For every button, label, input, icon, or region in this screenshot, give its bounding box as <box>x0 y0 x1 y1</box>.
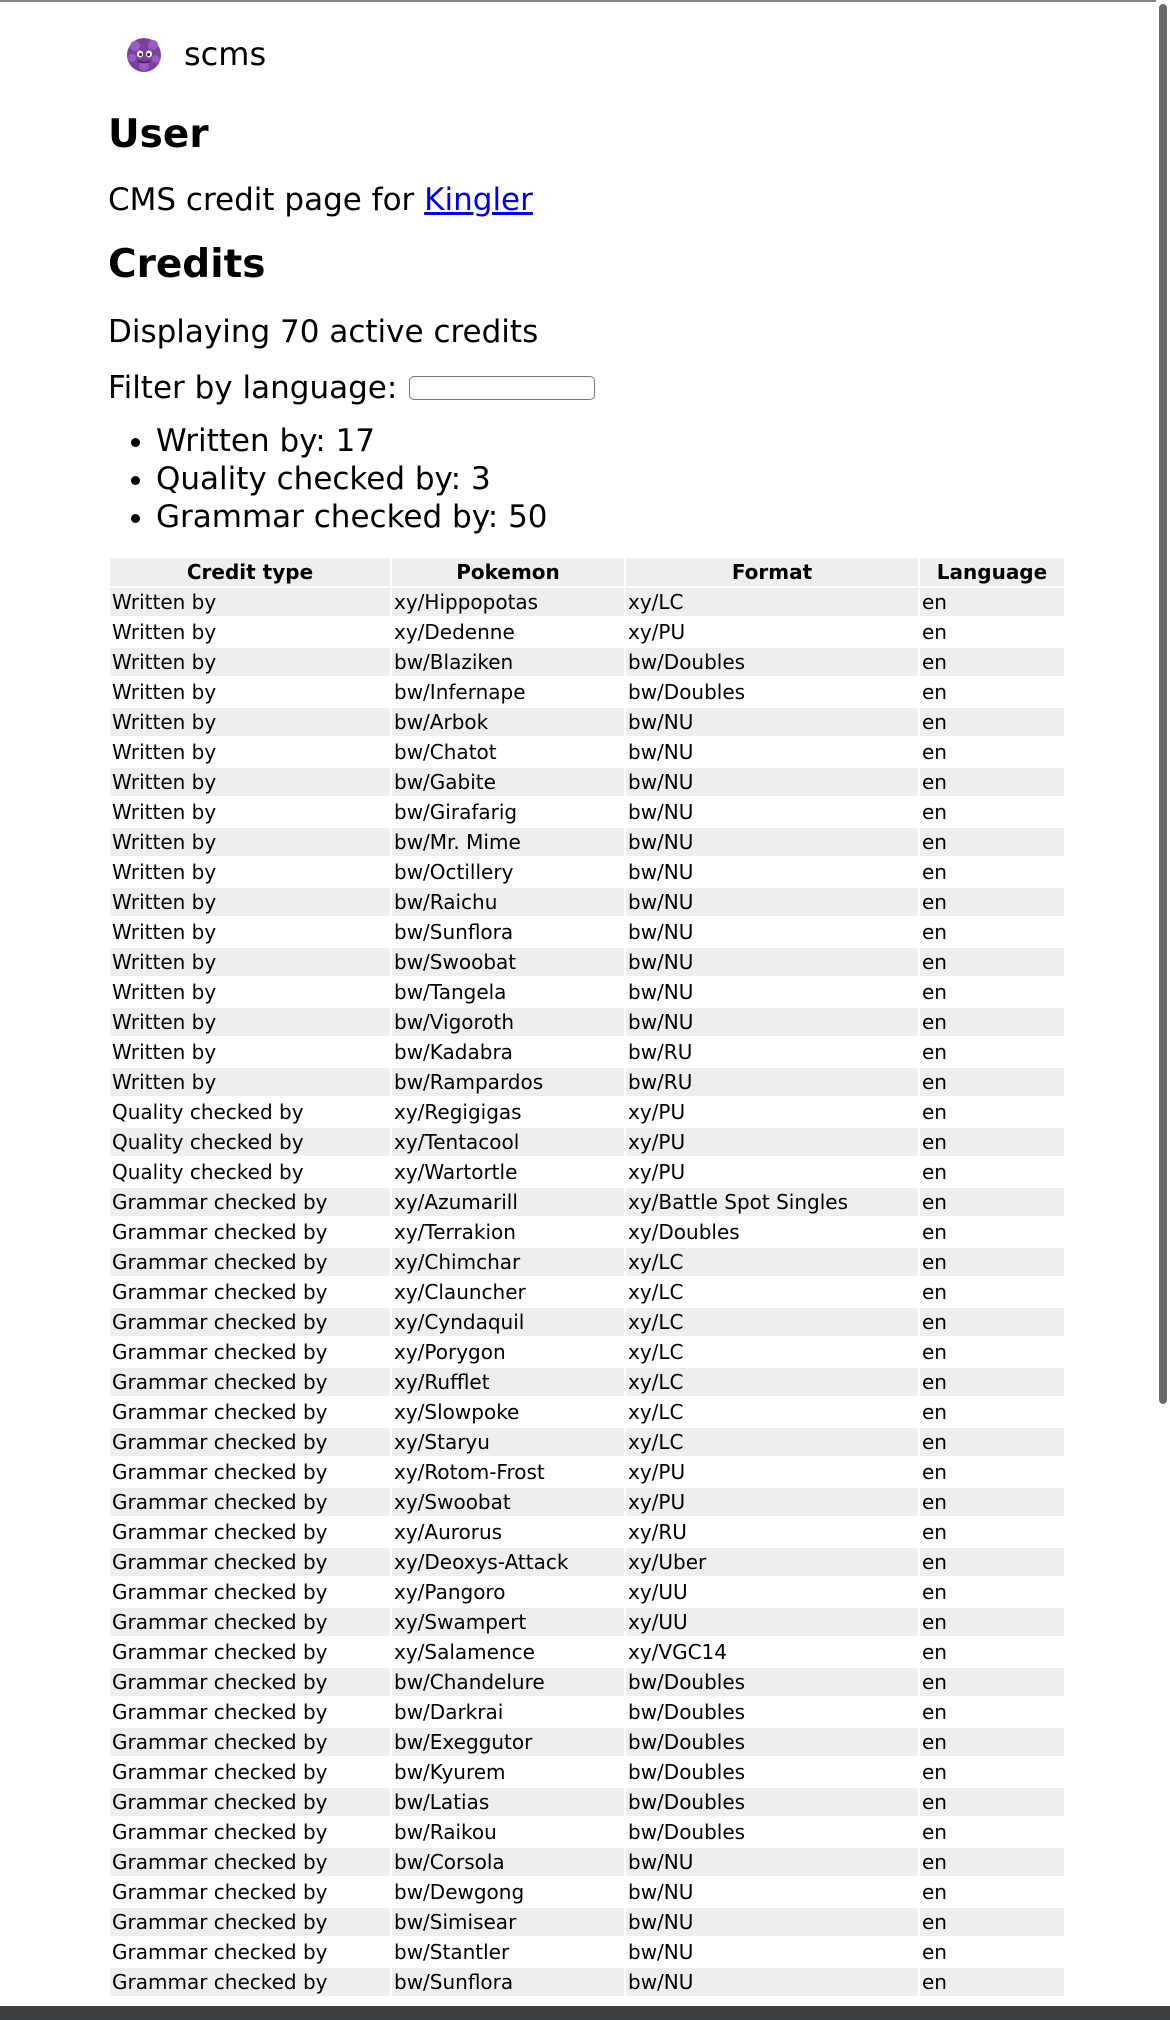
site-name[interactable]: scms <box>184 35 267 73</box>
cell-language: en <box>920 1458 1064 1486</box>
cell-format: bw/NU <box>626 1938 918 1966</box>
table-row <box>110 918 1064 946</box>
credits-heading: Credits <box>108 242 266 287</box>
cell-pokemon: xy/Wartortle <box>392 1158 624 1186</box>
language-filter-label: Filter by language: <box>108 370 398 406</box>
cell-credit-type: Written by <box>110 618 390 646</box>
cell-language: en <box>920 1128 1064 1156</box>
cell-pokemon: bw/Gabite <box>392 768 624 796</box>
cell-format: xy/LC <box>626 588 918 616</box>
table-row <box>110 798 1064 826</box>
cell-credit-type: Written by <box>110 1038 390 1066</box>
cell-credit-type: Written by <box>110 708 390 736</box>
cell-language: en <box>920 1878 1064 1906</box>
table-row <box>110 978 1064 1006</box>
cell-credit-type: Grammar checked by <box>110 1278 390 1306</box>
cell-format: bw/NU <box>626 1968 918 1996</box>
credit-page-intro <box>108 178 1068 222</box>
table-row <box>110 1308 1064 1336</box>
cell-language: en <box>920 708 1064 736</box>
table-row <box>110 1968 1064 1996</box>
cell-pokemon: xy/Regigigas <box>392 1098 624 1126</box>
cell-pokemon: xy/Terrakion <box>392 1218 624 1246</box>
cell-pokemon: bw/Arbok <box>392 708 624 736</box>
cell-pokemon: xy/Rotom-Frost <box>392 1458 624 1486</box>
table-row <box>110 1368 1064 1396</box>
cell-credit-type: Grammar checked by <box>110 1458 390 1486</box>
table-row <box>110 1338 1064 1366</box>
credits-table <box>108 556 1066 1998</box>
cell-pokemon: xy/Pangoro <box>392 1578 624 1606</box>
table-row <box>110 1248 1064 1276</box>
cell-credit-type: Written by <box>110 888 390 916</box>
main-content <box>108 110 1068 1998</box>
cell-credit-type: Written by <box>110 738 390 766</box>
cell-credit-type: Grammar checked by <box>110 1848 390 1876</box>
table-header-row <box>110 558 1064 586</box>
cell-credit-type: Written by <box>110 918 390 946</box>
cell-language: en <box>920 1218 1064 1246</box>
cell-language: en <box>920 1548 1064 1576</box>
cell-language: en <box>920 1728 1064 1756</box>
table-row <box>110 1548 1064 1576</box>
cell-pokemon: bw/Dewgong <box>392 1878 624 1906</box>
cell-language: en <box>920 1518 1064 1546</box>
cell-format: xy/UU <box>626 1578 918 1606</box>
cell-format: bw/Doubles <box>626 1728 918 1756</box>
cell-pokemon: bw/Vigoroth <box>392 1008 624 1036</box>
cell-format: bw/Doubles <box>626 1818 918 1846</box>
cell-credit-type: Grammar checked by <box>110 1578 390 1606</box>
table-row <box>110 1068 1064 1096</box>
cell-format: xy/Uber <box>626 1548 918 1576</box>
table-row <box>110 1818 1064 1846</box>
column-header-pokemon: Pokemon <box>392 558 624 586</box>
cell-credit-type: Grammar checked by <box>110 1938 390 1966</box>
cell-format: xy/LC <box>626 1308 918 1336</box>
cell-format: xy/PU <box>626 618 918 646</box>
count-grammar-checked: • Grammar checked by: 50 <box>156 498 1068 536</box>
table-row <box>110 1878 1064 1906</box>
table-row <box>110 618 1064 646</box>
cell-credit-type: Grammar checked by <box>110 1968 390 1996</box>
cell-credit-type: Grammar checked by <box>110 1368 390 1396</box>
cell-language: en <box>920 1908 1064 1936</box>
cell-format: xy/LC <box>626 1398 918 1426</box>
table-row <box>110 1608 1064 1636</box>
cell-credit-type: Written by <box>110 648 390 676</box>
cell-pokemon: bw/Sunflora <box>392 918 624 946</box>
cell-format: bw/Doubles <box>626 1668 918 1696</box>
scrollbar-thumb[interactable] <box>1159 4 1167 1404</box>
cell-pokemon: bw/Raichu <box>392 888 624 916</box>
cell-language: en <box>920 1248 1064 1276</box>
cell-credit-type: Grammar checked by <box>110 1308 390 1336</box>
cell-credit-type: Grammar checked by <box>110 1908 390 1936</box>
cell-language: en <box>920 1578 1064 1606</box>
cell-credit-type: Quality checked by <box>110 1128 390 1156</box>
cell-format: bw/NU <box>626 768 918 796</box>
cell-pokemon: xy/Swampert <box>392 1608 624 1636</box>
table-row <box>110 708 1064 736</box>
cell-pokemon: bw/Raikou <box>392 1818 624 1846</box>
cell-language: en <box>920 798 1064 826</box>
cell-pokemon: xy/Dedenne <box>392 618 624 646</box>
cell-format: bw/NU <box>626 888 918 916</box>
cell-language: en <box>920 1188 1064 1216</box>
cell-format: bw/NU <box>626 828 918 856</box>
cell-language: en <box>920 1788 1064 1816</box>
cell-credit-type: Grammar checked by <box>110 1638 390 1666</box>
cell-pokemon: xy/Cyndaquil <box>392 1308 624 1336</box>
table-row <box>110 1098 1064 1126</box>
cell-language: en <box>920 918 1064 946</box>
cell-format: xy/PU <box>626 1098 918 1126</box>
cell-format: bw/Doubles <box>626 648 918 676</box>
cell-credit-type: Grammar checked by <box>110 1668 390 1696</box>
cell-language: en <box>920 1968 1064 1996</box>
table-row <box>110 1128 1064 1156</box>
cell-pokemon: bw/Chandelure <box>392 1668 624 1696</box>
cell-language: en <box>920 1848 1064 1876</box>
table-row <box>110 1638 1064 1666</box>
cell-pokemon: xy/Aurorus <box>392 1518 624 1546</box>
cell-pokemon: xy/Azumarill <box>392 1188 624 1216</box>
cell-language: en <box>920 1338 1064 1366</box>
cell-pokemon: xy/Tentacool <box>392 1128 624 1156</box>
cell-language: en <box>920 1308 1064 1336</box>
cell-language: en <box>920 1758 1064 1786</box>
table-row <box>110 1158 1064 1186</box>
cell-pokemon: bw/Kadabra <box>392 1038 624 1066</box>
cell-language: en <box>920 1938 1064 1966</box>
cell-format: xy/LC <box>626 1338 918 1366</box>
table-row <box>110 948 1064 976</box>
cell-format: bw/NU <box>626 978 918 1006</box>
cell-credit-type: Grammar checked by <box>110 1488 390 1516</box>
cell-language: en <box>920 1398 1064 1426</box>
column-header-language: Language <box>920 558 1064 586</box>
language-filter <box>108 366 1068 410</box>
cell-credit-type: Written by <box>110 1008 390 1036</box>
table-row <box>110 1788 1064 1816</box>
cell-language: en <box>920 1608 1064 1636</box>
table-row <box>110 1668 1064 1696</box>
cell-format: xy/UU <box>626 1608 918 1636</box>
cell-format: bw/Doubles <box>626 1698 918 1726</box>
cell-credit-type: Grammar checked by <box>110 1338 390 1366</box>
cell-credit-type: Quality checked by <box>110 1098 390 1126</box>
cell-format: bw/NU <box>626 1008 918 1036</box>
cell-credit-type: Grammar checked by <box>110 1608 390 1636</box>
cell-format: xy/PU <box>626 1128 918 1156</box>
cell-language: en <box>920 588 1064 616</box>
cell-format: xy/LC <box>626 1278 918 1306</box>
cell-format: xy/PU <box>626 1488 918 1516</box>
table-row <box>110 738 1064 766</box>
cell-language: en <box>920 1008 1064 1036</box>
cell-language: en <box>920 648 1064 676</box>
cell-format: bw/Doubles <box>626 1788 918 1816</box>
cell-credit-type: Grammar checked by <box>110 1248 390 1276</box>
cell-format: xy/Doubles <box>626 1218 918 1246</box>
cell-credit-type: Written by <box>110 948 390 976</box>
cell-language: en <box>920 888 1064 916</box>
cell-credit-type: Written by <box>110 978 390 1006</box>
user-profile-link[interactable]: Kingler <box>424 182 533 218</box>
cell-pokemon: xy/Staryu <box>392 1428 624 1456</box>
cell-language: en <box>920 978 1064 1006</box>
cell-credit-type: Grammar checked by <box>110 1398 390 1426</box>
cell-format: xy/Battle Spot Singles <box>626 1188 918 1216</box>
table-row <box>110 768 1064 796</box>
cell-format: xy/LC <box>626 1368 918 1396</box>
table-row <box>110 828 1064 856</box>
table-row <box>110 1908 1064 1936</box>
cell-credit-type: Grammar checked by <box>110 1518 390 1546</box>
cell-pokemon: bw/Latias <box>392 1788 624 1816</box>
cell-format: bw/NU <box>626 738 918 766</box>
cell-language: en <box>920 1818 1064 1846</box>
cell-pokemon: bw/Kyurem <box>392 1758 624 1786</box>
credits-table-body <box>110 588 1064 1996</box>
table-row <box>110 1728 1064 1756</box>
table-row <box>110 1188 1064 1216</box>
cell-credit-type: Written by <box>110 1068 390 1096</box>
table-row <box>110 1848 1064 1876</box>
column-header-credit-type: Credit type <box>110 558 390 586</box>
cell-language: en <box>920 948 1064 976</box>
cell-pokemon: xy/Chimchar <box>392 1248 624 1276</box>
cell-credit-type: Grammar checked by <box>110 1698 390 1726</box>
cell-language: en <box>920 768 1064 796</box>
table-row <box>110 588 1064 616</box>
cell-credit-type: Grammar checked by <box>110 1728 390 1756</box>
cell-language: en <box>920 1278 1064 1306</box>
language-filter-input[interactable] <box>409 376 595 400</box>
cell-language: en <box>920 1698 1064 1726</box>
table-row <box>110 888 1064 916</box>
cell-language: en <box>920 1668 1064 1696</box>
cell-language: en <box>920 1428 1064 1456</box>
vertical-scrollbar[interactable] <box>1156 0 1170 2020</box>
cell-credit-type: Written by <box>110 828 390 856</box>
cell-pokemon: bw/Darkrai <box>392 1698 624 1726</box>
table-row <box>110 1398 1064 1426</box>
table-row <box>110 1488 1064 1516</box>
cell-pokemon: bw/Chatot <box>392 738 624 766</box>
cell-pokemon: bw/Mr. Mime <box>392 828 624 856</box>
window-top-border <box>0 0 1170 2</box>
cell-pokemon: bw/Corsola <box>392 1848 624 1876</box>
cell-language: en <box>920 618 1064 646</box>
site-header <box>124 34 266 74</box>
cell-pokemon: bw/Girafarig <box>392 798 624 826</box>
table-row <box>110 1698 1064 1726</box>
cell-language: en <box>920 1368 1064 1396</box>
table-row <box>110 1278 1064 1306</box>
cell-format: xy/RU <box>626 1518 918 1546</box>
credit-counts-list <box>108 422 1068 536</box>
cell-credit-type: Written by <box>110 798 390 826</box>
cell-format: bw/Doubles <box>626 678 918 706</box>
count-quality-checked: • Quality checked by: 3 <box>156 460 1068 498</box>
table-row <box>110 1218 1064 1246</box>
cell-pokemon: bw/Infernape <box>392 678 624 706</box>
cell-pokemon: xy/Clauncher <box>392 1278 624 1306</box>
table-row <box>110 1578 1064 1606</box>
cell-pokemon: bw/Swoobat <box>392 948 624 976</box>
cell-pokemon: xy/Hippopotas <box>392 588 624 616</box>
cell-format: xy/PU <box>626 1458 918 1486</box>
cell-pokemon: xy/Deoxys-Attack <box>392 1548 624 1576</box>
credits-count-text: Displaying 70 active credits <box>108 314 539 350</box>
table-row <box>110 648 1064 676</box>
column-header-format: Format <box>626 558 918 586</box>
table-row <box>110 1008 1064 1036</box>
cell-format: bw/NU <box>626 1848 918 1876</box>
cell-credit-type: Written by <box>110 858 390 886</box>
cell-format: bw/NU <box>626 798 918 826</box>
cell-credit-type: Written by <box>110 678 390 706</box>
table-row <box>110 1038 1064 1066</box>
cell-language: en <box>920 1638 1064 1666</box>
pokemon-logo-icon[interactable] <box>124 34 164 74</box>
cell-format: bw/RU <box>626 1038 918 1066</box>
table-row <box>110 1938 1064 1966</box>
cell-credit-type: Grammar checked by <box>110 1878 390 1906</box>
cell-format: xy/PU <box>626 1158 918 1186</box>
cell-credit-type: Grammar checked by <box>110 1788 390 1816</box>
cell-format: bw/NU <box>626 1908 918 1936</box>
cell-format: bw/NU <box>626 708 918 736</box>
cell-format: xy/LC <box>626 1248 918 1276</box>
cell-pokemon: bw/Simisear <box>392 1908 624 1936</box>
table-row <box>110 1518 1064 1546</box>
cell-language: en <box>920 1098 1064 1126</box>
cell-format: xy/LC <box>626 1428 918 1456</box>
intro-text: CMS credit page for <box>108 182 425 218</box>
user-heading: User <box>108 112 209 157</box>
cell-language: en <box>920 858 1064 886</box>
cell-credit-type: Grammar checked by <box>110 1188 390 1216</box>
cell-pokemon: bw/Exeggutor <box>392 1728 624 1756</box>
table-row <box>110 1428 1064 1456</box>
cell-language: en <box>920 678 1064 706</box>
cell-credit-type: Grammar checked by <box>110 1548 390 1576</box>
cell-credit-type: Written by <box>110 768 390 796</box>
cell-pokemon: xy/Porygon <box>392 1338 624 1366</box>
cell-format: bw/NU <box>626 1878 918 1906</box>
cell-credit-type: Quality checked by <box>110 1158 390 1186</box>
cell-pokemon: bw/Octillery <box>392 858 624 886</box>
cell-format: xy/VGC14 <box>626 1638 918 1666</box>
cell-format: bw/NU <box>626 858 918 886</box>
table-row <box>110 678 1064 706</box>
cell-format: bw/RU <box>626 1068 918 1096</box>
cell-format: bw/Doubles <box>626 1758 918 1786</box>
cell-language: en <box>920 738 1064 766</box>
cell-credit-type: Grammar checked by <box>110 1818 390 1846</box>
cell-pokemon: bw/Tangela <box>392 978 624 1006</box>
cell-pokemon: xy/Rufflet <box>392 1368 624 1396</box>
cell-credit-type: Grammar checked by <box>110 1218 390 1246</box>
bottom-toolbar <box>0 2006 1170 2020</box>
cell-format: bw/NU <box>626 918 918 946</box>
table-row <box>110 1758 1064 1786</box>
cell-language: en <box>920 828 1064 856</box>
cell-pokemon: xy/Salamence <box>392 1638 624 1666</box>
count-written: • Written by: 17 <box>156 422 1068 460</box>
cell-credit-type: Grammar checked by <box>110 1758 390 1786</box>
cell-language: en <box>920 1158 1064 1186</box>
cell-language: en <box>920 1488 1064 1516</box>
cell-language: en <box>920 1038 1064 1066</box>
cell-format: bw/NU <box>626 948 918 976</box>
cell-pokemon: bw/Stantler <box>392 1938 624 1966</box>
cell-language: en <box>920 1068 1064 1096</box>
cell-credit-type: Grammar checked by <box>110 1428 390 1456</box>
cell-credit-type: Written by <box>110 588 390 616</box>
table-row <box>110 1458 1064 1486</box>
cell-pokemon: bw/Blaziken <box>392 648 624 676</box>
cell-pokemon: xy/Swoobat <box>392 1488 624 1516</box>
cell-pokemon: bw/Sunflora <box>392 1968 624 1996</box>
cell-pokemon: bw/Rampardos <box>392 1068 624 1096</box>
cell-pokemon: xy/Slowpoke <box>392 1398 624 1426</box>
table-row <box>110 858 1064 886</box>
